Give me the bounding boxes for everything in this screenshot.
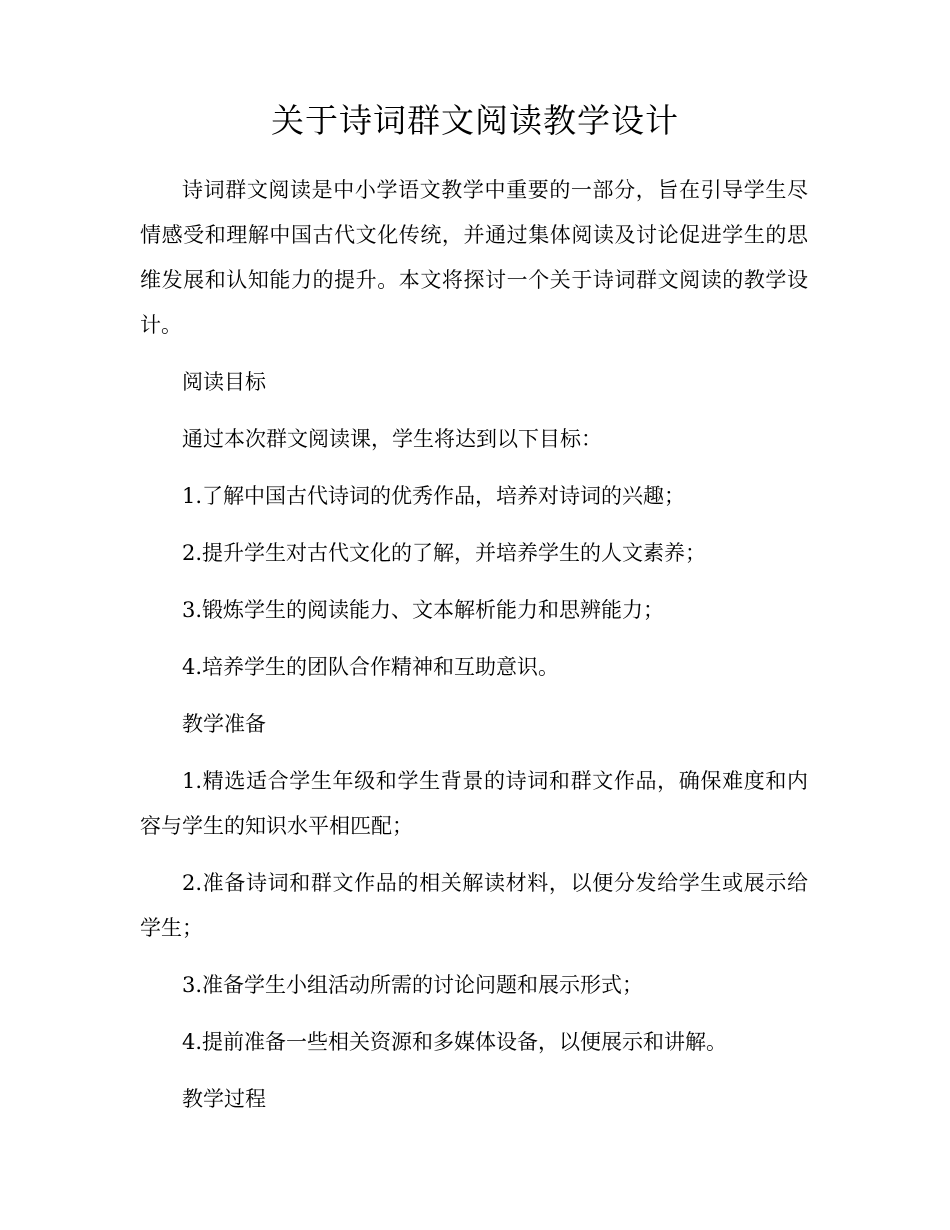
- goals-intro-paragraph: 通过本次群文阅读课，学生将达到以下目标：: [182, 427, 602, 451]
- goal-item: 4.培养学生的团队合作精神和互助意识。: [182, 655, 560, 679]
- goal-item: 3.锻炼学生的阅读能力、文本解析能力和思辨能力；: [182, 598, 665, 622]
- section-heading-teaching-process: 教学过程: [182, 1087, 266, 1111]
- preparation-item: 4.提前准备一些相关资源和多媒体设备，以便展示和讲解。: [182, 1030, 728, 1054]
- intro-paragraph: 诗词群文阅读是中小学语文教学中重要的一部分，旨在引导学生尽情感受和理解中国古代文化传统，并通过集体阅读及讨论促进学生的思维发展和认知能力的提升。本文将探讨一个关于诗词群文阅读的教学设计。: [140, 178, 808, 337]
- goal-item: 1.了解中国古代诗词的优秀作品，培养对诗词的兴趣；: [182, 484, 686, 508]
- document-title: 关于诗词群文阅读教学设计: [271, 101, 679, 140]
- section-heading-reading-goals: 阅读目标: [182, 370, 266, 394]
- preparation-item: 1.精选适合学生年级和学生背景的诗词和群文作品，确保难度和内容与学生的知识水平相匹配；: [140, 769, 808, 838]
- preparation-item: 2.准备诗词和群文作品的相关解读材料，以便分发给学生或展示给学生；: [140, 871, 808, 940]
- section-heading-teaching-preparation: 教学准备: [182, 712, 266, 736]
- document-body: [140, 168, 808, 1122]
- preparation-item: 3.准备学生小组活动所需的讨论问题和展示形式；: [182, 973, 644, 997]
- goal-item: 2.提升学生对古代文化的了解，并培养学生的人文素养；: [182, 541, 707, 565]
